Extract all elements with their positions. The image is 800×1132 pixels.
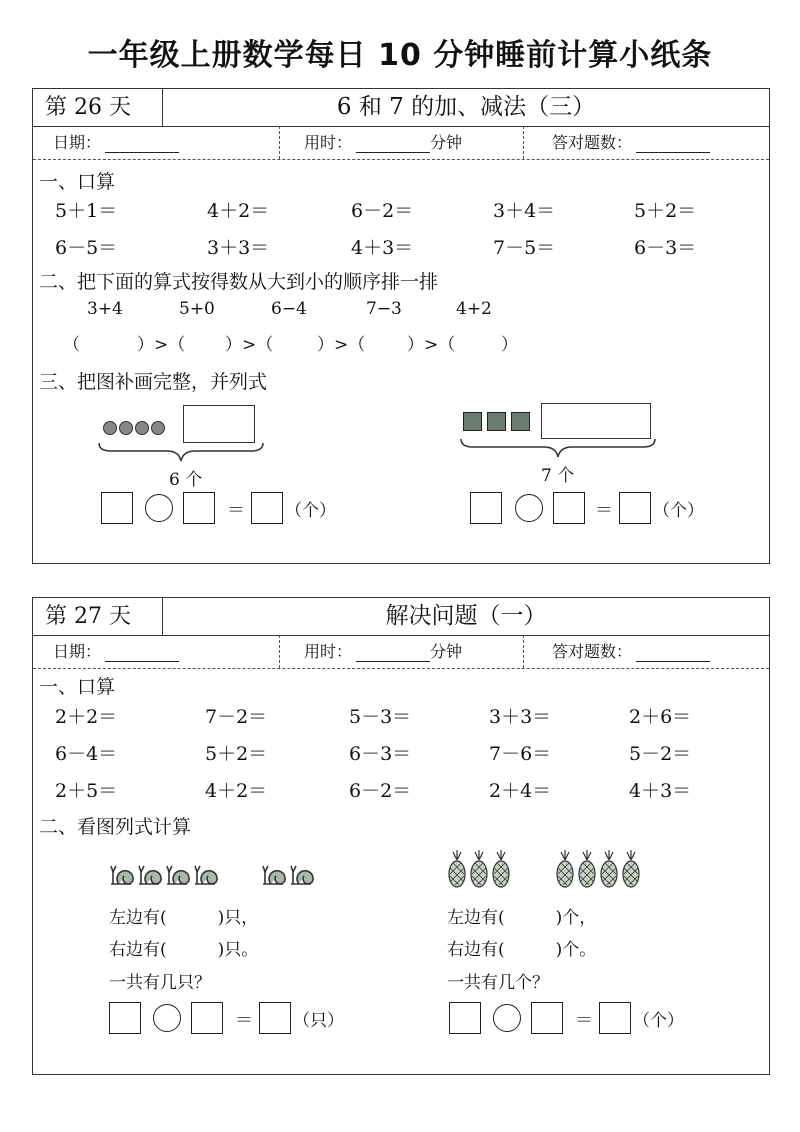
drawing-area[interactable] [183,405,255,443]
day-label: 第 26 天 [33,89,163,126]
time-blank[interactable] [356,643,430,662]
time-unit: 分钟 [430,133,463,152]
counter-dot [151,421,165,435]
oral-problem[interactable]: 6－5＝ [55,237,118,259]
oral-problem[interactable]: 2＋4＝ [489,780,552,802]
sort-blank[interactable]: ）>（ [137,335,186,355]
answer-box[interactable] [101,492,133,524]
sort-expression: 4+2 [456,299,492,319]
date-label: 日期： [53,642,102,661]
worksheet-card-day-27 [32,597,770,1075]
oral-problem[interactable]: 5＋2＝ [634,200,697,222]
oral-problem[interactable]: 4＋3＝ [629,780,692,802]
date-field[interactable] [53,635,179,668]
brace-icon [97,441,267,463]
time-unit: 分钟 [430,642,463,661]
oral-problem[interactable]: 7－2＝ [205,706,268,728]
time-label: 用时： [304,642,353,661]
correct-count-label: 答对题数： [552,133,633,152]
correct-count-blank[interactable] [636,643,710,662]
equals-sign: ＝ [227,500,245,521]
sort-blank[interactable]: ）>（ [407,335,456,355]
day-label: 第 27 天 [33,598,163,635]
section-draw-title: 三、把图补画完整，并列式 [39,371,268,393]
counter-square [487,412,506,431]
problem-right-line[interactable]: 右边有( )只。 [109,940,259,960]
problem-question: 一共有几个？ [447,973,549,993]
equals-sign: ＝ [235,1010,253,1031]
snail-group-icon [109,854,369,894]
oral-problem[interactable]: 5＋1＝ [55,200,118,222]
answer-box[interactable] [191,1002,223,1034]
counter-square [463,412,482,431]
section-oral-title: 一、口算 [39,171,116,193]
oral-problem[interactable]: 2＋2＝ [55,706,118,728]
sort-expression: 7−3 [366,299,402,319]
operator-circle[interactable] [153,1004,181,1032]
unit-label: （个） [653,501,704,521]
equals-sign: ＝ [575,1010,593,1031]
sort-blank[interactable]: （ [63,335,80,355]
info-row [33,635,769,669]
oral-problem[interactable]: 7－6＝ [489,743,552,765]
correct-count-field[interactable] [523,126,792,159]
card-header [33,598,769,636]
date-label: 日期： [53,133,102,152]
oral-problem[interactable]: 6－4＝ [55,743,118,765]
correct-count-blank[interactable] [636,134,710,153]
sort-blank[interactable]: ） [501,335,518,355]
time-label: 用时： [304,133,353,152]
sort-expression: 3+4 [87,299,123,319]
oral-problem[interactable]: 5－3＝ [349,706,412,728]
operator-circle[interactable] [145,494,173,522]
page-title: 一年级上册数学每日 10 分钟睡前计算小纸条 [87,38,713,73]
topic-title: 6 和 7 的加、减法（三） [336,94,596,120]
answer-box[interactable] [259,1002,291,1034]
info-row [33,126,769,160]
oral-problem[interactable]: 6－3＝ [349,743,412,765]
answer-box[interactable] [109,1002,141,1034]
answer-box[interactable] [251,492,283,524]
oral-problem[interactable]: 2＋5＝ [55,780,118,802]
oral-problem[interactable]: 3＋4＝ [493,200,556,222]
worksheet-card-day-26 [32,88,770,564]
oral-problem[interactable]: 4＋2＝ [207,200,270,222]
section-oral-title: 一、口算 [39,676,116,698]
sort-expression: 5+0 [179,299,215,319]
oral-problem[interactable]: 5＋2＝ [205,743,268,765]
date-blank[interactable] [105,643,179,662]
oral-problem[interactable]: 7－5＝ [493,237,556,259]
unit-label: （只） [293,1011,344,1031]
oral-problem[interactable]: 6－2＝ [349,780,412,802]
answer-box[interactable] [599,1002,631,1034]
counter-square [511,412,530,431]
oral-problem[interactable]: 6－2＝ [351,200,414,222]
counter-dot [119,421,133,435]
total-label: 7 个 [541,466,575,486]
counter-dot [103,421,117,435]
total-label: 6 个 [169,470,203,490]
oral-problem[interactable]: 4＋3＝ [351,237,414,259]
sort-expression: 6−4 [271,299,307,319]
answer-box[interactable] [619,492,651,524]
oral-problem[interactable]: 2＋6＝ [629,706,692,728]
problem-question: 一共有几只？ [109,973,211,993]
operator-circle[interactable] [493,1004,521,1032]
problem-left-line[interactable]: 左边有( )只， [109,908,259,928]
oral-problem[interactable]: 3＋3＝ [489,706,552,728]
time-blank[interactable] [356,134,430,153]
answer-box[interactable] [449,1002,481,1034]
problem-left-line[interactable]: 左边有( )个， [447,908,597,928]
section-picture-title: 二、看图列式计算 [39,816,192,838]
oral-problem[interactable]: 3＋3＝ [207,237,270,259]
pineapple-group-icon [447,850,657,894]
brace-icon [459,437,659,459]
unit-label: （个） [633,1011,684,1031]
drawing-area[interactable] [541,403,651,439]
card-header [33,89,769,127]
answer-box[interactable] [531,1002,563,1034]
section-sort-title: 二、把下面的算式按得数从大到小的顺序排一排 [39,271,439,293]
operator-circle[interactable] [515,494,543,522]
answer-box[interactable] [553,492,585,524]
unit-label: （个） [285,501,336,521]
time-field[interactable] [279,126,524,159]
date-field[interactable] [53,126,179,159]
oral-problem[interactable]: 5－2＝ [629,743,692,765]
sort-blank[interactable]: ）>（ [317,335,366,355]
counter-dot [135,421,149,435]
correct-count-field[interactable] [523,635,792,668]
oral-problem[interactable]: 6－3＝ [634,237,697,259]
problem-right-line[interactable]: 右边有( )个。 [447,940,597,960]
correct-count-label: 答对题数： [552,642,633,661]
equals-sign: ＝ [595,500,613,521]
sort-blank[interactable]: ）>（ [225,335,274,355]
answer-box[interactable] [470,492,502,524]
topic-title: 解决问题（一） [385,603,547,629]
date-blank[interactable] [105,134,179,153]
oral-problem[interactable]: 4＋2＝ [205,780,268,802]
answer-box[interactable] [183,492,215,524]
time-field[interactable] [279,635,524,668]
